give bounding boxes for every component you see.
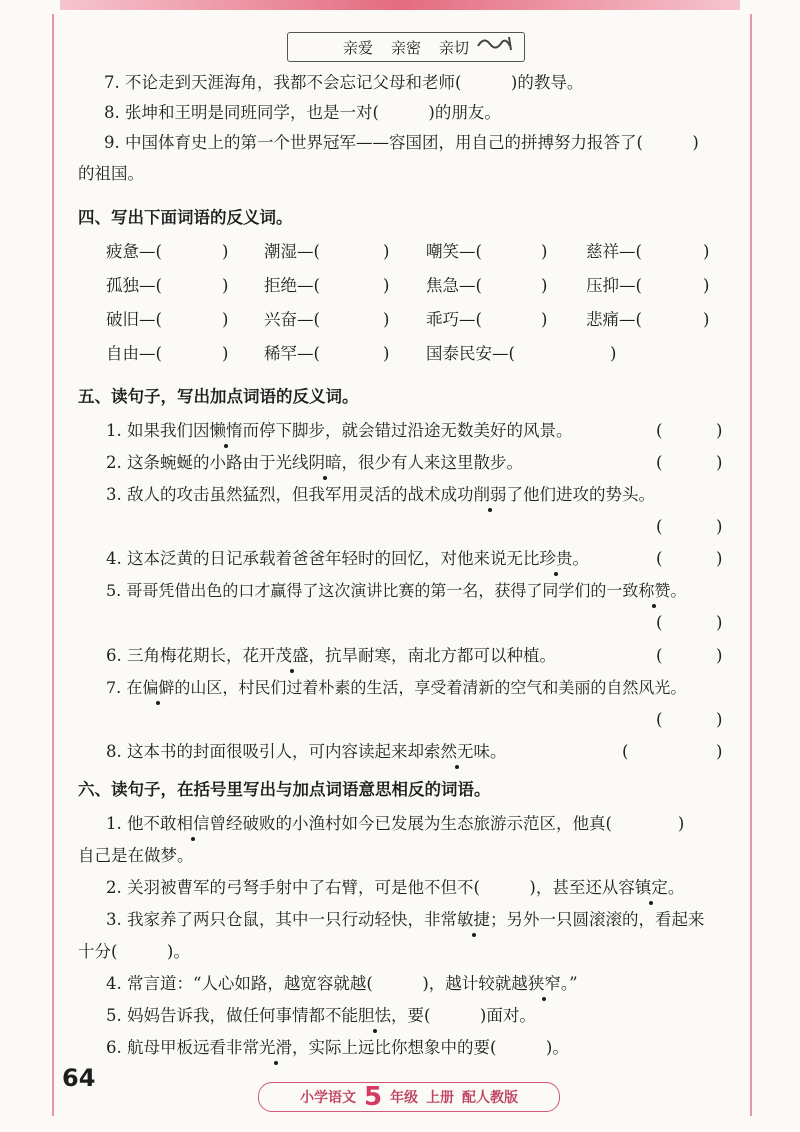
paren-close: ) — [383, 310, 390, 329]
dotted-word: 相信 — [176, 814, 210, 833]
paren-close: ) — [716, 646, 723, 665]
paren-close: ) — [610, 344, 617, 363]
q3-item-9: 9. 中国体育史上的第一个世界冠军——容国团，用自己的拼搏努力报答了( ) — [104, 133, 699, 152]
antonym-item: 国泰民安—( — [426, 344, 515, 363]
s6-sentence-2: 2. 关羽被曹军的弓弩手射中了右臂，可是他不但不( )，甚至还从容镇定。 — [106, 878, 685, 897]
paren-close: ) — [703, 276, 710, 295]
paren-close: ) — [703, 310, 710, 329]
header-item: 亲切 — [439, 38, 470, 57]
s5-sentence-8: 8. 这本书的封面很吸引人，可内容读起来却索然无味。 — [106, 742, 507, 761]
paren-close: ) — [222, 310, 229, 329]
footer-subject: 小学语文 — [299, 1090, 356, 1106]
paren-close: ) — [383, 344, 390, 363]
paren-close: ) — [222, 242, 229, 261]
footer-edition: 配人教版 — [462, 1090, 519, 1106]
q3-item-9-cont: 的祖国。 — [78, 164, 144, 183]
dotted-word: 敏捷 — [457, 910, 490, 929]
paren-close: ) — [703, 242, 710, 261]
antonym-item: 破旧—( — [106, 310, 162, 329]
paren-close: ) — [716, 742, 723, 761]
s5-sentence-6: 6. 三角梅花期长，花开茂盛，抗旱耐寒，南北方都可以种植。 — [106, 646, 556, 665]
paren-open: ( — [656, 421, 663, 440]
section-5-title: 五、读句子，写出加点词语的反义词。 — [78, 387, 359, 406]
s6-sentence-4: 4. 常言道：“人心如路，越宽容就越( )，越计较就越狭窄。” — [106, 974, 578, 993]
dotted-word: 镇定 — [634, 878, 668, 897]
paren-close: ) — [716, 453, 723, 472]
dotted-word: 光滑 — [259, 1038, 292, 1057]
s5-sentence-3: 3. 敌人的攻击虽然猛烈，但我军用灵活的战术成功削弱了他们进攻的势头。 — [106, 485, 655, 504]
dotted-word: 珍贵 — [539, 549, 573, 568]
paren-close: ) — [716, 549, 723, 568]
s5-sentence-1: 1. 如果我们因懒惰而停下脚步，就会错过沿途无数美好的风景。 — [106, 421, 573, 440]
antonym-item: 焦急—( — [426, 276, 482, 295]
dotted-word: 狭窄 — [527, 974, 561, 993]
dotted-word: 偏僻 — [142, 678, 175, 697]
s6-sentence-6: 6. 航母甲板远看非常光滑，实际上远比你想象中的要( )。 — [106, 1038, 569, 1057]
paren-close: ) — [541, 242, 548, 261]
paren-close: ) — [383, 276, 390, 295]
paren-close: ) — [716, 517, 723, 536]
paren-close: ) — [222, 276, 229, 295]
antonym-item: 自由—( — [106, 344, 162, 363]
s6-sentence-3: 3. 我家养了两只仓鼠，其中一只行动轻快，非常敏捷；另外一只圆滚滚的，看起来 — [106, 910, 705, 929]
antonym-item: 疲惫—( — [106, 242, 162, 261]
paren-close: ) — [222, 344, 229, 363]
s5-sentence-5: 5. 哥哥凭借出色的口才赢得了这次演讲比赛的第一名，获得了同学们的一致称赞。 — [106, 581, 687, 600]
antonym-item: 潮湿—( — [264, 242, 320, 261]
s6-sentence-5: 5. 妈妈告诉我，做任何事情都不能胆怯，要( )面对。 — [106, 1006, 536, 1025]
paren-open: ( — [656, 453, 663, 472]
s5-sentence-4: 4. 这本泛黄的日记承载着爸爸年轻时的回忆，对他来说无比珍贵。 — [106, 549, 589, 568]
header-item: 亲密 — [390, 38, 421, 57]
s6-sentence-1: 1. 他不敢相信曾经破败的小渔村如今已发展为生态旅游示范区，他真( ) — [106, 814, 685, 833]
paren-close: ) — [383, 242, 390, 261]
paren-open: ( — [656, 549, 663, 568]
paren-close: ) — [541, 310, 548, 329]
antonym-item: 悲痛—( — [586, 310, 642, 329]
antonym-item: 慈祥—( — [586, 242, 642, 261]
paren-close: ) — [541, 276, 548, 295]
dotted-word: 削弱 — [473, 485, 507, 504]
antonym-item: 压抑—( — [586, 276, 642, 295]
top-decoration — [60, 0, 740, 10]
dotted-word: 称赞 — [638, 581, 671, 600]
dotted-word: 索然无味 — [424, 742, 490, 761]
s6-sentence-1-cont: 自己是在做梦。 — [78, 846, 194, 865]
paren-open: ( — [656, 646, 663, 665]
q3-item-8: 8. 张坤和王明是同班同学，也是一对( )的朋友。 — [104, 103, 501, 122]
antonym-item: 兴奋—( — [264, 310, 320, 329]
antonym-item: 乖巧—( — [426, 310, 482, 329]
paren-open: ( — [656, 710, 663, 729]
dotted-word: 茂盛 — [275, 646, 309, 665]
paren-close: ) — [716, 710, 723, 729]
antonym-item: 稀罕—( — [264, 344, 320, 363]
header-item: 亲爱 — [342, 38, 373, 57]
section-4-title: 四、写出下面词语的反义词。 — [78, 208, 293, 227]
footer-grade: 年级 — [390, 1090, 419, 1106]
paren-open: ( — [656, 517, 663, 536]
s6-sentence-3-cont: 十分( )。 — [78, 942, 190, 961]
section-6-title: 六、读句子，在括号里写出与加点词语意思相反的词语。 — [78, 780, 491, 799]
s5-sentence-7: 7. 在偏僻的山区，村民们过着朴素的生活，享受着清新的空气和美丽的自然风光。 — [106, 678, 687, 697]
page-number: 64 — [62, 1064, 96, 1092]
dotted-word: 懒惰 — [209, 421, 243, 440]
paren-open: ( — [656, 613, 663, 632]
footer-grade-number: 5 — [363, 1082, 383, 1112]
antonym-item: 拒绝—( — [264, 276, 320, 295]
paren-open: ( — [622, 742, 629, 761]
paren-close: ) — [716, 613, 723, 632]
antonym-item: 嘲笑—( — [426, 242, 482, 261]
footer-badge — [258, 1082, 560, 1112]
antonym-item: 孤独—( — [106, 276, 162, 295]
paren-close: ) — [716, 421, 723, 440]
s5-sentence-2: 2. 这条蜿蜒的小路由于光线阴暗，很少有人来这里散步。 — [106, 453, 523, 472]
dotted-word: 阴暗 — [308, 453, 342, 472]
footer-term: 上册 — [426, 1090, 455, 1106]
q3-item-7: 7. 不论走到天涯海角，我都不会忘记父母和老师( )的教导。 — [104, 73, 584, 92]
pen-doodle-icon — [476, 34, 516, 59]
dotted-word: 胆怯 — [358, 1006, 391, 1025]
